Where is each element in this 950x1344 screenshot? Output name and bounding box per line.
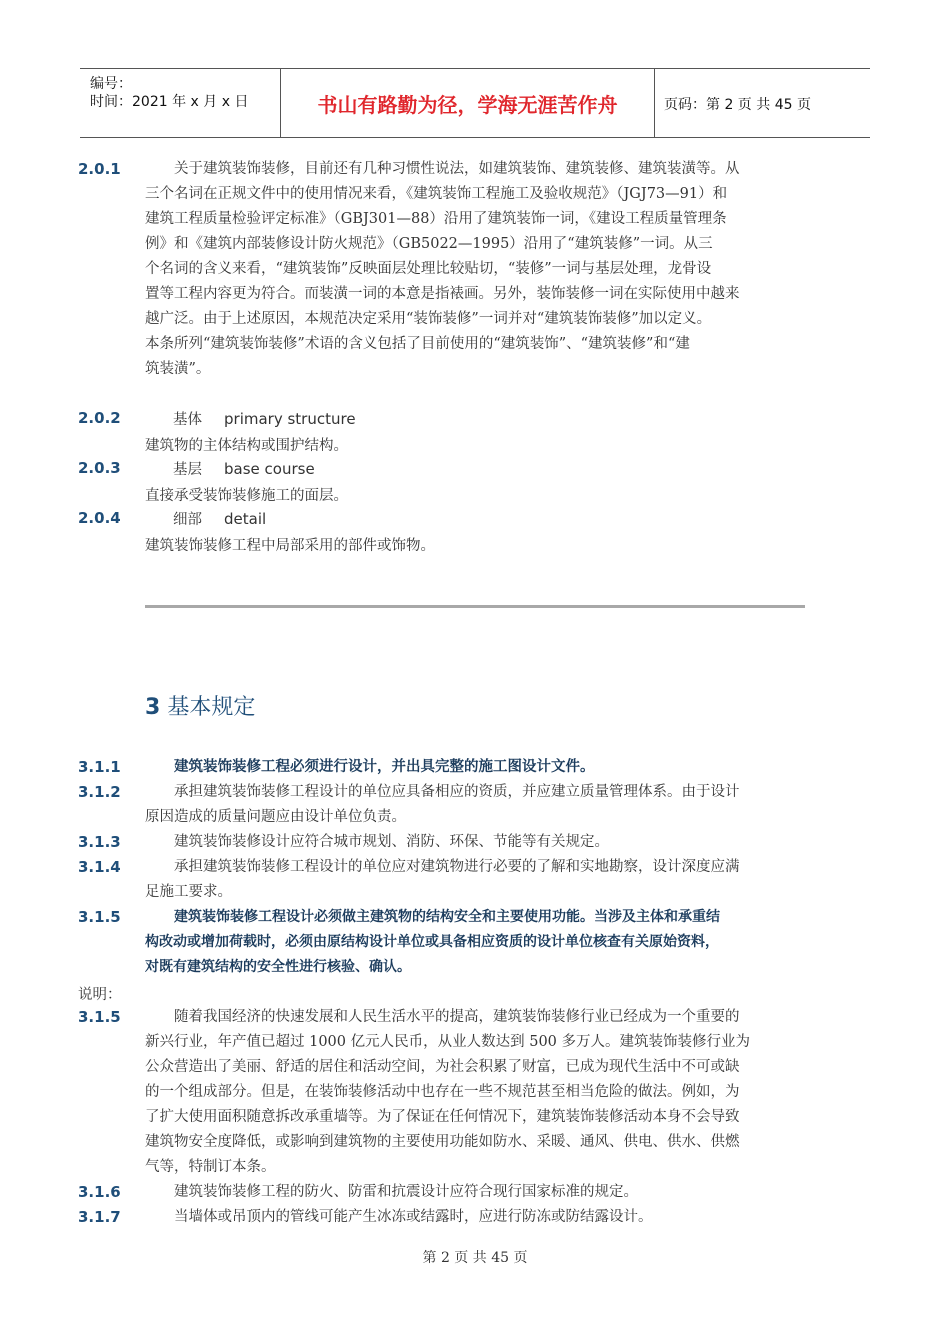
text-line: 当墙体或吊顶内的管线可能产生冰冻或结露时，应进行防冻或防结露设计。 bbox=[174, 1209, 653, 1225]
term-entry bbox=[173, 508, 266, 529]
text-line: 建筑装饰装修工程的防火、防雷和抗震设计应符合现行国家标准的规定。 bbox=[174, 1184, 638, 1200]
text-line: 越广泛。由于上述原因，本规范决定采用“装饰装修”一词并对“建筑装饰装修”加以定义。 bbox=[145, 311, 712, 327]
text-line: 建筑装饰装修工程设计必须做主建筑物的结构安全和主要使用功能。当涉及主体和承重结 bbox=[174, 909, 720, 925]
text-line: 公众营造出了美丽、舒适的居住和活动空间，为社会积累了财富，已成为现代生活中不可或缺 bbox=[145, 1059, 740, 1075]
text-line: 三个名词在正规文件中的使用情况来看，《建筑装饰工程施工及验收规范》（JGJ73—91）和 bbox=[145, 186, 728, 202]
text-line: 了扩大使用面积随意拆改承重墙等。为了保证在任何情况下，建筑装饰装修活动本身不会导致 bbox=[145, 1109, 740, 1125]
term-cn: 基体 bbox=[173, 412, 202, 428]
clause-number: 2.0.3 bbox=[78, 459, 121, 477]
text-line: 足施工要求。 bbox=[145, 884, 232, 900]
text-line: 对既有建筑结构的安全性进行核验、确认。 bbox=[145, 959, 411, 975]
text-line: 建筑装饰装修工程必须进行设计，并出具完整的施工图设计文件。 bbox=[174, 759, 595, 775]
clause-number: 3.1.1 bbox=[78, 758, 121, 776]
clause-3-1-3-text bbox=[145, 830, 805, 855]
clause-number: 3.1.4 bbox=[78, 858, 121, 876]
clause-2-0-1-text bbox=[145, 157, 805, 382]
text-line: 本条所列“建筑装饰装修”术语的含义包括了目前使用的“建筑装饰”、“建筑装修”和“建 bbox=[145, 336, 690, 352]
section-number: 3 bbox=[145, 695, 161, 720]
clause-number: 3.1.7 bbox=[78, 1208, 121, 1226]
term-cn: 基层 bbox=[173, 462, 202, 478]
term-definition: 建筑装饰装修工程中局部采用的部件或饰物。 bbox=[145, 538, 435, 554]
text-line: 例》和《建筑内部装修设计防火规范》（GB5022—1995）沿用了“建筑装修”一词。从三 bbox=[145, 236, 713, 252]
term-definition: 直接承受装饰装修施工的面层。 bbox=[145, 488, 348, 504]
clause-3-1-4-text bbox=[145, 855, 805, 905]
clause-3-1-1-text bbox=[145, 755, 805, 780]
clause-3-1-5-text bbox=[145, 905, 805, 980]
clause-number: 3.1.5 bbox=[78, 1008, 121, 1026]
clause-number: 2.0.2 bbox=[78, 409, 121, 427]
term-definition: 建筑物的主体结构或围护结构。 bbox=[145, 438, 348, 454]
section-title: 基本规定 bbox=[167, 695, 256, 720]
clause-3-1-7-text bbox=[145, 1205, 805, 1230]
text-line: 气等，特制订本条。 bbox=[145, 1159, 276, 1175]
number-label: 编号： bbox=[90, 76, 132, 92]
clause-number: 3.1.6 bbox=[78, 1183, 121, 1201]
clause-number: 2.0.4 bbox=[78, 509, 121, 527]
text-line: 构改动或增加荷载时，必须由原结构设计单位或具备相应资质的设计单位核查有关原始资料， bbox=[145, 934, 719, 950]
text-line: 新兴行业，年产值已超过 1000 亿元人民币，从业人数达到 500 多万人。建筑装饰装修行业为 bbox=[145, 1034, 751, 1050]
text-line: 承担建筑装饰装修工程设计的单位应具备相应的资质，并应建立质量管理体系。由于设计 bbox=[174, 784, 740, 800]
header-page-label: 页码：第 2 页 共 45 页 bbox=[664, 97, 811, 113]
text-line: 原因造成的质量问题应由设计单位负责。 bbox=[145, 809, 406, 825]
clause-number: 3.1.2 bbox=[78, 783, 121, 801]
term-entry bbox=[173, 408, 356, 429]
clause-number: 3.1.5 bbox=[78, 908, 121, 926]
header-meta bbox=[80, 69, 280, 137]
text-line: 随着我国经济的快速发展和人民生活水平的提高，建筑装饰装修行业已经成为一个重要的 bbox=[174, 1009, 740, 1025]
term-en: primary structure bbox=[224, 410, 356, 428]
clause-3-1-5-note-text bbox=[145, 1005, 805, 1180]
section-divider bbox=[145, 605, 805, 608]
header-divider bbox=[654, 69, 655, 137]
clause-3-1-2-text bbox=[145, 780, 805, 830]
text-line: 关于建筑装饰装修，目前还有几种习惯性说法，如建筑装饰、建筑装修、建筑装潢等。从 bbox=[174, 161, 740, 177]
text-line: 建筑装饰装修设计应符合城市规划、消防、环保、节能等有关规定。 bbox=[174, 834, 609, 850]
text-line: 个名词的含义来看，“建筑装饰”反映面层处理比较贴切，“装修”一词与基层处理，龙骨设 bbox=[145, 261, 712, 277]
page-footer: 第 2 页 共 45 页 bbox=[422, 1250, 528, 1266]
term-en: base course bbox=[224, 460, 315, 478]
term-cn: 细部 bbox=[173, 512, 202, 528]
header-table bbox=[80, 68, 870, 138]
clause-3-1-6-text bbox=[145, 1180, 805, 1205]
text-line: 承担建筑装饰装修工程设计的单位应对建筑物进行必要的了解和实地勘察，设计深度应满 bbox=[174, 859, 740, 875]
text-line: 的一个组成部分。但是，在装饰装修活动中也存在一些不规范甚至相当危险的做法。例如，为 bbox=[145, 1084, 740, 1100]
text-line: 建筑物安全度降低，或影响到建筑物的主要使用功能如防水、采暖、通风、供电、供水、供燃 bbox=[145, 1134, 740, 1150]
clause-number: 2.0.1 bbox=[78, 160, 121, 178]
text-line: 筑装潢”。 bbox=[145, 361, 211, 377]
section-heading bbox=[145, 690, 255, 721]
term-en: detail bbox=[224, 510, 267, 528]
note-label: 说明： bbox=[78, 987, 122, 1003]
clause-number: 3.1.3 bbox=[78, 833, 121, 851]
header-motto: 书山有路勤为径，学海无涯苦作舟 bbox=[317, 92, 618, 117]
text-line: 置等工程内容更为符合。而装潢一词的本意是指裱画。另外，装饰装修一词在实际使用中越来 bbox=[145, 286, 740, 302]
time-label: 时间：2021 年 x 月 x 日 bbox=[90, 94, 249, 110]
term-entry bbox=[173, 458, 315, 479]
text-line: 建筑工程质量检验评定标准》（GBJ301—88）沿用了建筑装饰一词，《建设工程质量管理条 bbox=[145, 211, 727, 227]
